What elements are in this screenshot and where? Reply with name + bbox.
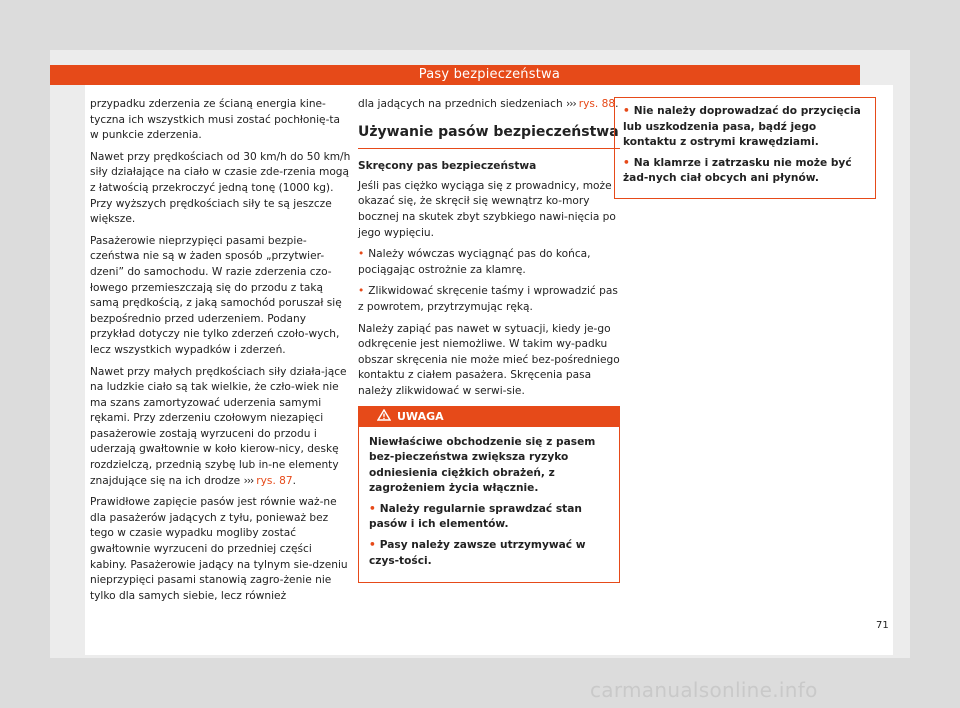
bullet-item: • Należy regularnie sprawdzać stan pasów i ich elementów.	[369, 502, 582, 531]
warning-text: Niewłaściwe obchodzenie się z pasem bez-pieczeństwa zwiększa ryzyko odniesienia ciężkich obrażeń, z zagrożeniem życia włącznie.	[369, 435, 596, 495]
bullet-item: • Pasy należy zawsze utrzymywać w czys-tości.	[369, 539, 586, 567]
warning-title: UWAGA	[397, 409, 444, 423]
paragraph: Prawidłowe zapięcie pasów jest równie waż-ne dla pasażerów jadących z tyłu, ponieważ bez tego w czasie wypadku mogliby zostać gwałtownie wyrzuceni do przedniej części kabiny. Pasażerowie jadący na tylnym sie-dzeniu nieprzypięci pasami stanowią zagro-żenie nie tylko dla samych siebie, lecz również	[90, 496, 348, 602]
bullet-icon: •	[358, 248, 365, 261]
page-number: 71	[876, 620, 889, 631]
column-2	[358, 97, 620, 583]
paragraph: Jeśli pas ciężko wyciąga się z prowadnicy, może okazać się, że skręcił się wewnątrz ko-mory bocznej na skutek zbyt szybkiego nawi-nięcia po jego wypięciu.	[358, 179, 616, 239]
section-header-bar	[50, 65, 860, 85]
warning-box	[358, 406, 620, 584]
section-heading: Używanie pasów bezpieczeństwa	[358, 125, 620, 150]
reference-label: rys. 88	[578, 98, 616, 110]
figure-reference-87[interactable]	[244, 475, 293, 487]
bullet-icon: •	[623, 156, 630, 169]
reference-label: rys. 87	[256, 474, 293, 487]
section-title: Pasy bezpieczeństwa	[418, 67, 560, 82]
warning-continuation-box	[614, 97, 876, 199]
paragraph: Należy zapiąć pas nawet w sytuacji, kiedy je-go odkręcenie jest niemożliwe. W takim wy-padku obszar skręcenia nie może mieć bez-pośredniego kontaktu z ciałem pasażera. Skręcenia pasa należy zlikwidować w serwi-sie.	[358, 322, 620, 397]
paragraph: Pasażerowie nieprzypięci pasami bezpie-czeństwa nie są w żaden sposób „przytwier-dzeni” do samochodu. W razie zderzenia czo-łowego przemieszczają się do przodu z taką samą prędkością, z jaką samochód poruszał się bezpośrednio przed uderzeniem. Podany przykład dotyczy nie tylko zderzeń czoło-wych, lecz wszystkich wypadków i zderzeń.	[90, 234, 342, 356]
subheading: Skręcony pas bezpieczeństwa	[358, 160, 537, 173]
watermark: carmanualsonline.info	[590, 678, 818, 702]
paragraph: Nawet przy małych prędkościach siły działa-jące na ludzkie ciało są tak wielkie, że czło-wiek nie ma szans zamortyzować uderzenia samymi rękami. Przy zderzeniu czołowym niezapięci pasażerowie zostają wyrzuceni do przodu i uderzają gwałtownie w koło kierow-nicy, deskę rozdzielczą, przednią szybę lub in-ne elementy znajdujące się na ich drodze ››› rys. 87.	[90, 365, 347, 487]
warning-header	[359, 407, 619, 427]
bullet-item: • Zlikwidować skręcenie taśmy i wprowadzić pas z powrotem, przytrzymując ręką.	[358, 285, 618, 313]
bullet-icon: •	[358, 285, 365, 298]
paragraph: Nawet przy prędkościach od 30 km/h do 50 km/h siły działające na ciało w czasie zde-rzenia mogą z łatwością przekroczyć jedną tonę (1000 kg). Przy wyższych prędkościach siły te są jeszcze większe.	[90, 150, 351, 226]
column-1	[90, 97, 352, 610]
reference-arrow-icon: ›››	[566, 98, 576, 110]
bullet-item: • Na klamrze i zatrzasku nie może być żad-nych ciał obcych ani płynów.	[623, 156, 852, 185]
bullet-icon: •	[369, 539, 376, 552]
figure-reference-88[interactable]	[566, 98, 615, 110]
paragraph-text: dla jadących na przednich siedzeniach	[358, 98, 563, 110]
bullet-item: • Należy wówczas wyciągnąć pas do końca, pociągając ostrożnie za klamrę.	[358, 248, 591, 276]
bullet-icon: •	[369, 502, 376, 515]
paragraph: dla jadących na przednich siedzeniach ››› rys. 88.	[358, 98, 619, 110]
paragraph-text: Nawet przy małych prędkościach siły działa-jące na ludzkie ciało są tak wielkie, że czło-wiek nie ma szans zamortyzować uderzenia samymi rękami. Przy zderzeniu czołowym niezapięci pasażerowie zostają wyrzuceni do przodu i uderzają gwałtownie w koło kierow-nicy, deskę rozdzielczą, przednią szybę lub in-ne elementy znajdujące się na ich drodze	[90, 365, 347, 487]
column-3	[614, 97, 876, 199]
warning-body	[359, 427, 619, 583]
bullet-item: • Nie należy doprowadzać do przycięcia lub uszkodzenia pasa, bądź jego kontaktu z ostrymi krawędziami.	[623, 105, 861, 149]
bullet-icon: •	[623, 105, 630, 117]
paragraph: przypadku zderzenia ze ścianą energia kine-tyczna ich wszystkich musi zostać pochłonię-ta w punkcie zderzenia.	[90, 98, 341, 142]
warning-triangle-icon	[377, 409, 391, 421]
reference-arrow-icon: ›››	[243, 474, 254, 487]
